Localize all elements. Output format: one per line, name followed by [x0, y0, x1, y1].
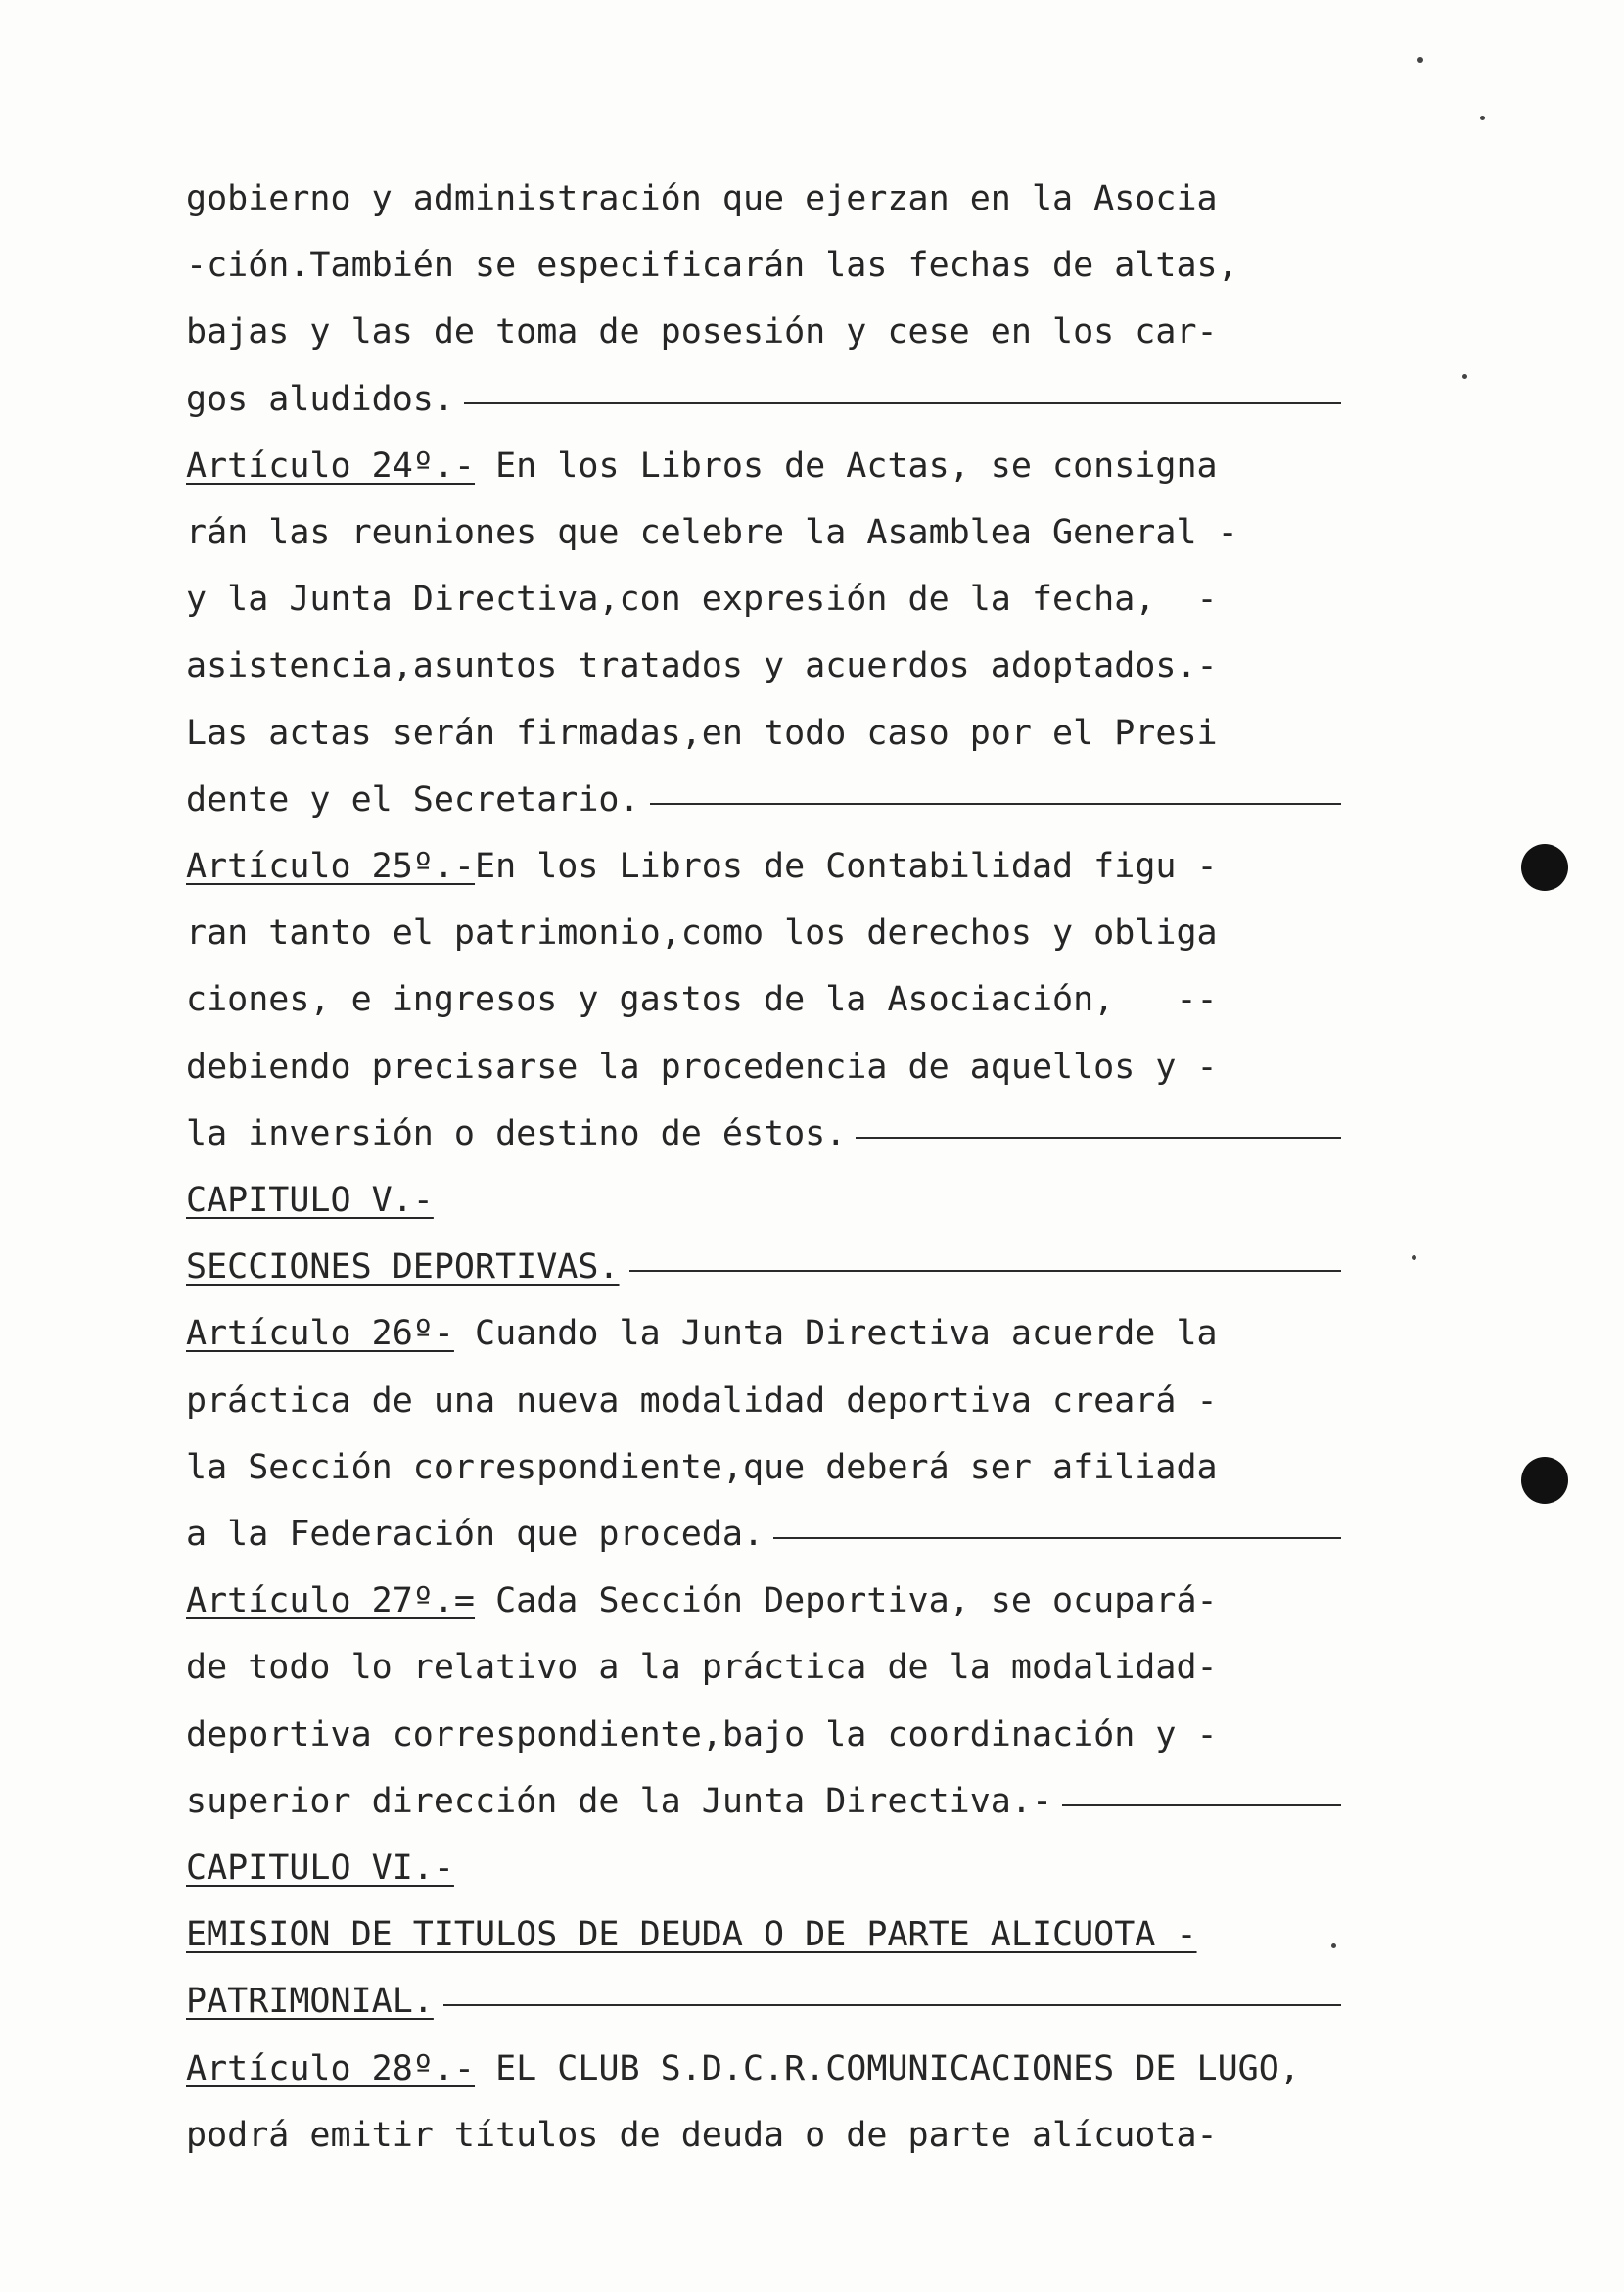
text-line [186, 1633, 1341, 1702]
fill-rule-line [443, 2004, 1341, 2006]
scan-speck [1417, 57, 1423, 63]
line-text: a la Federación que proceda. [186, 1515, 765, 1554]
line-text: la Sección correspondiente,que deberá ser afiliada [186, 1448, 1218, 1487]
line-text: debiendo precisarse la procedencia de aquellos y - [186, 1048, 1218, 1087]
line-text: asistencia,asuntos tratados y acuerdos adoptados.- [186, 646, 1218, 685]
text-line [186, 1367, 1341, 1435]
text-line [186, 1900, 1341, 1969]
line-text: Las actas serán firmadas,en todo caso por el Presi [186, 714, 1218, 753]
binder-hole-top [1521, 844, 1568, 891]
fill-rule-line [773, 1537, 1341, 1539]
fill-rule-line [856, 1137, 1341, 1139]
text-line [186, 699, 1341, 768]
text-line [186, 631, 1341, 700]
text-line [186, 164, 1341, 233]
text-line [186, 1033, 1341, 1101]
text-line [186, 1834, 1341, 1902]
text-line [186, 365, 1341, 434]
scan-speck [1412, 1255, 1416, 1260]
text-line [186, 498, 1341, 567]
line-text: gobierno y administración que ejerzan en la Asocia [186, 179, 1218, 218]
line-text: -ción.También se especificarán las fechas de altas, [186, 246, 1238, 285]
line-text: En los Libros de Actas, se consigna [475, 446, 1218, 486]
text-line [186, 766, 1341, 834]
underlined-heading: CAPITULO V.- [186, 1181, 434, 1220]
text-line [186, 899, 1341, 967]
line-text: Cada Sección Deportiva, se ocupará- [475, 1581, 1218, 1620]
text-line [186, 1967, 1341, 2035]
text-line [186, 432, 1341, 500]
scan-speck [1331, 1943, 1336, 1948]
text-line [186, 231, 1341, 300]
underlined-heading: PATRIMONIAL. [186, 1982, 434, 2021]
text-line [186, 965, 1341, 1034]
text-line [186, 1433, 1341, 1502]
line-text: deportiva correspondiente,bajo la coordinación y - [186, 1715, 1218, 1754]
line-text: la inversión o destino de éstos. [186, 1114, 847, 1153]
scan-speck [1462, 374, 1467, 379]
text-line [186, 565, 1341, 633]
underlined-heading: Artículo 24º.- [186, 446, 476, 486]
line-text: EL CLUB S.D.C.R.COMUNICACIONES DE LUGO, [475, 2049, 1300, 2088]
text-line [186, 1701, 1341, 1769]
underlined-heading: SECCIONES DEPORTIVAS. [186, 1247, 620, 1286]
text-line [186, 298, 1341, 366]
text-line [186, 832, 1341, 901]
fill-rule-line [629, 1270, 1341, 1272]
text-line [186, 2035, 1341, 2103]
line-text: superior dirección de la Junta Directiva.- [186, 1782, 1053, 1821]
underlined-heading: Artículo 25º.- [186, 847, 476, 886]
line-text: ran tanto el patrimonio,como los derechos y obliga [186, 913, 1218, 953]
underlined-heading: Artículo 27º.= [186, 1581, 476, 1620]
line-text: y la Junta Directiva,con expresión de la fecha, - [186, 580, 1218, 619]
text-line [186, 1166, 1341, 1235]
text-line [186, 1500, 1341, 1568]
line-text: Cuando la Junta Directiva acuerde la [453, 1314, 1218, 1353]
line-text: bajas y las de toma de posesión y cese en los car- [186, 312, 1218, 351]
line-text: práctica de una nueva modalidad deportiva creará - [186, 1381, 1218, 1421]
text-line [186, 1233, 1341, 1301]
fill-rule-line [1062, 1804, 1341, 1806]
text-line [186, 1767, 1341, 1836]
underlined-heading: Artículo 28º.- [186, 2049, 476, 2088]
underlined-heading: CAPITULO VI.- [186, 1848, 454, 1888]
line-text: dente y el Secretario. [186, 780, 640, 819]
line-text: gos aludidos. [186, 380, 454, 419]
fill-rule-line [650, 803, 1341, 805]
underlined-heading: EMISION DE TITULOS DE DEUDA O DE PARTE ALICUOTA - [186, 1915, 1197, 1954]
line-text: podrá emitir títulos de deuda o de parte alícuota- [186, 2116, 1218, 2155]
text-line [186, 2101, 1341, 2170]
text-line [186, 1299, 1341, 1368]
line-text: ciones, e ingresos y gastos de la Asociación, -- [186, 980, 1218, 1019]
binder-hole-bottom [1521, 1457, 1568, 1504]
line-text: de todo lo relativo a la práctica de la modalidad- [186, 1648, 1218, 1687]
underlined-heading: Artículo 26º- [186, 1314, 454, 1353]
line-text: En los Libros de Contabilidad figu - [475, 847, 1218, 886]
scan-speck [1480, 116, 1485, 120]
line-text: rán las reuniones que celebre la Asamblea General - [186, 513, 1238, 552]
text-line [186, 1567, 1341, 1635]
text-line [186, 1099, 1341, 1168]
fill-rule-line [464, 402, 1341, 404]
